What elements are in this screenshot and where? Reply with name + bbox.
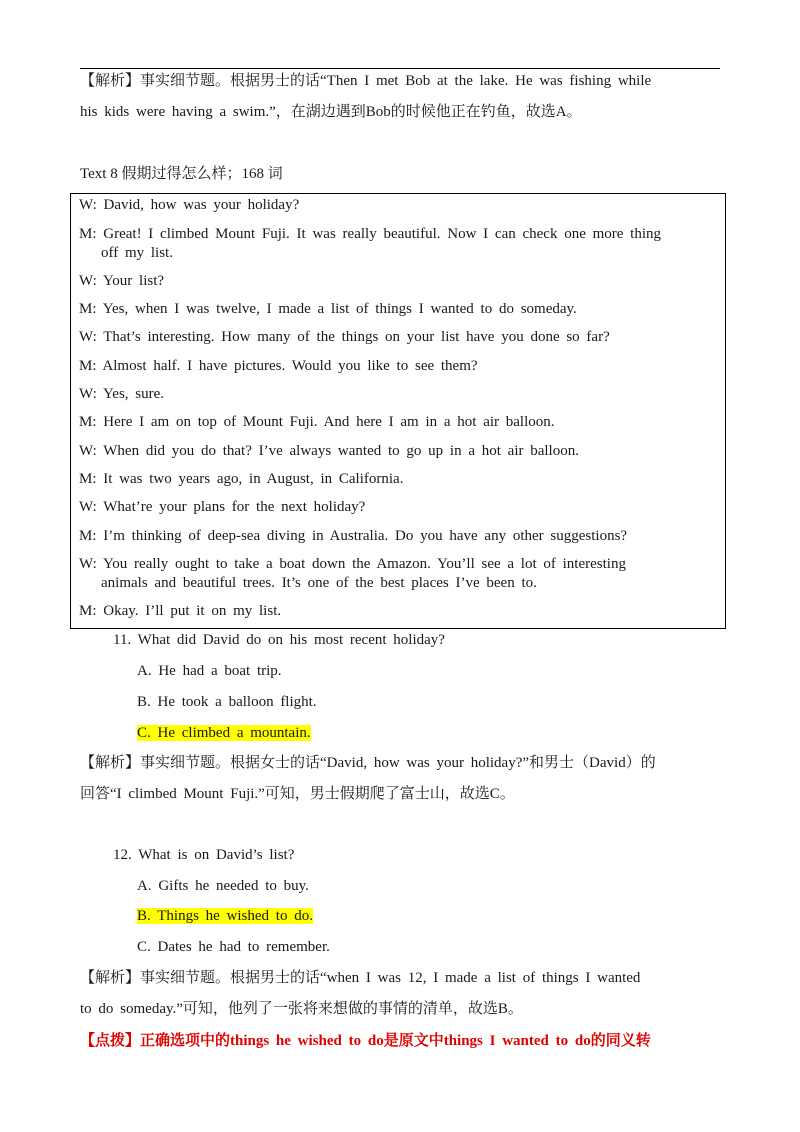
q11-option-b: B. He took a balloon flight.: [137, 694, 317, 710]
q12-analysis-line1: 【解析】事实细节题。根据男士的话“when I was 12, I made a list of things I wanted: [80, 970, 641, 986]
q12-analysis-line2: to do someday.”可知，他列了一张将来想做的事情的清单，故选B。: [80, 1001, 523, 1017]
dialogue-line: M: Great! I climbed Mount Fuji. It was really beautiful. Now I can check one more thing off my list.: [79, 226, 662, 261]
q11-analysis-line1: 【解析】事实细节题。根据女士的话“David, how was your holiday?”和男士（David）的: [80, 755, 656, 771]
dialogue-line: W: David, how was your holiday?: [79, 197, 300, 213]
dialogue-line: M: Okay. I’ll put it on my list.: [79, 603, 282, 619]
dialogue-line: M: Almost half. I have pictures. Would you like to see them?: [79, 358, 478, 374]
question-12: 12. What is on David’s list?: [113, 847, 295, 863]
dialogue-line: W: What’re your plans for the next holiday?: [79, 499, 366, 515]
q11-option-a: A. He had a boat trip.: [137, 663, 282, 679]
dialogue-line: M: Here I am on top of Mount Fuji. And here I am in a hot air balloon.: [79, 414, 555, 430]
q12-analysis: [80, 963, 720, 1025]
q12-option-c: C. Dates he had to remember.: [137, 939, 330, 955]
q12-option-b: [137, 905, 313, 927]
analysis-top-line2: his kids were having a swim.”，在湖边遇到Bob的时候他正在钓鱼，故选A。: [80, 104, 582, 120]
answer-highlight: B. Things he wished to do.: [137, 908, 313, 924]
analysis-top: [80, 66, 720, 128]
question-11: 11. What did David do on his most recent holiday?: [113, 632, 445, 648]
text-title: Text 8 假期过得怎么样；168 词: [80, 166, 283, 182]
dialogue-line: W: Yes, sure.: [79, 386, 165, 402]
q11-analysis-line2: 回答“I climbed Mount Fuji.”可知，男士假期爬了富士山，故选C。: [80, 786, 515, 802]
tip-note: 【点拨】正确选项中的things he wished to do是原文中things I wanted to do的同义转: [80, 1033, 651, 1049]
analysis-top-line1: 【解析】事实细节题。根据男士的话“Then I met Bob at the lake. He was fishing while: [80, 73, 652, 89]
dialogue-line: W: When did you do that? I’ve always wanted to go up in a hot air balloon.: [79, 443, 579, 459]
dialogue-line: W: Your list?: [79, 273, 165, 289]
dialogue-line: W: You really ought to take a boat down the Amazon. You’ll see a lot of interesting animals and beautiful trees. It’s one of the best places I’ve been to.: [79, 556, 626, 591]
q11-analysis: [80, 748, 720, 810]
answer-highlight: C. He climbed a mountain.: [137, 725, 311, 741]
dialogue-box: [70, 193, 726, 629]
dialogue-line: M: I’m thinking of deep-sea diving in Australia. Do you have any other suggestions?: [79, 528, 628, 544]
dialogue-line: M: Yes, when I was twelve, I made a list of things I wanted to do someday.: [79, 301, 577, 317]
dialogue-line: M: It was two years ago, in August, in California.: [79, 471, 404, 487]
dialogue-line: W: That’s interesting. How many of the things on your list have you done so far?: [79, 329, 610, 345]
q11-option-c: [137, 722, 311, 744]
q12-option-a: A. Gifts he needed to buy.: [137, 878, 309, 894]
